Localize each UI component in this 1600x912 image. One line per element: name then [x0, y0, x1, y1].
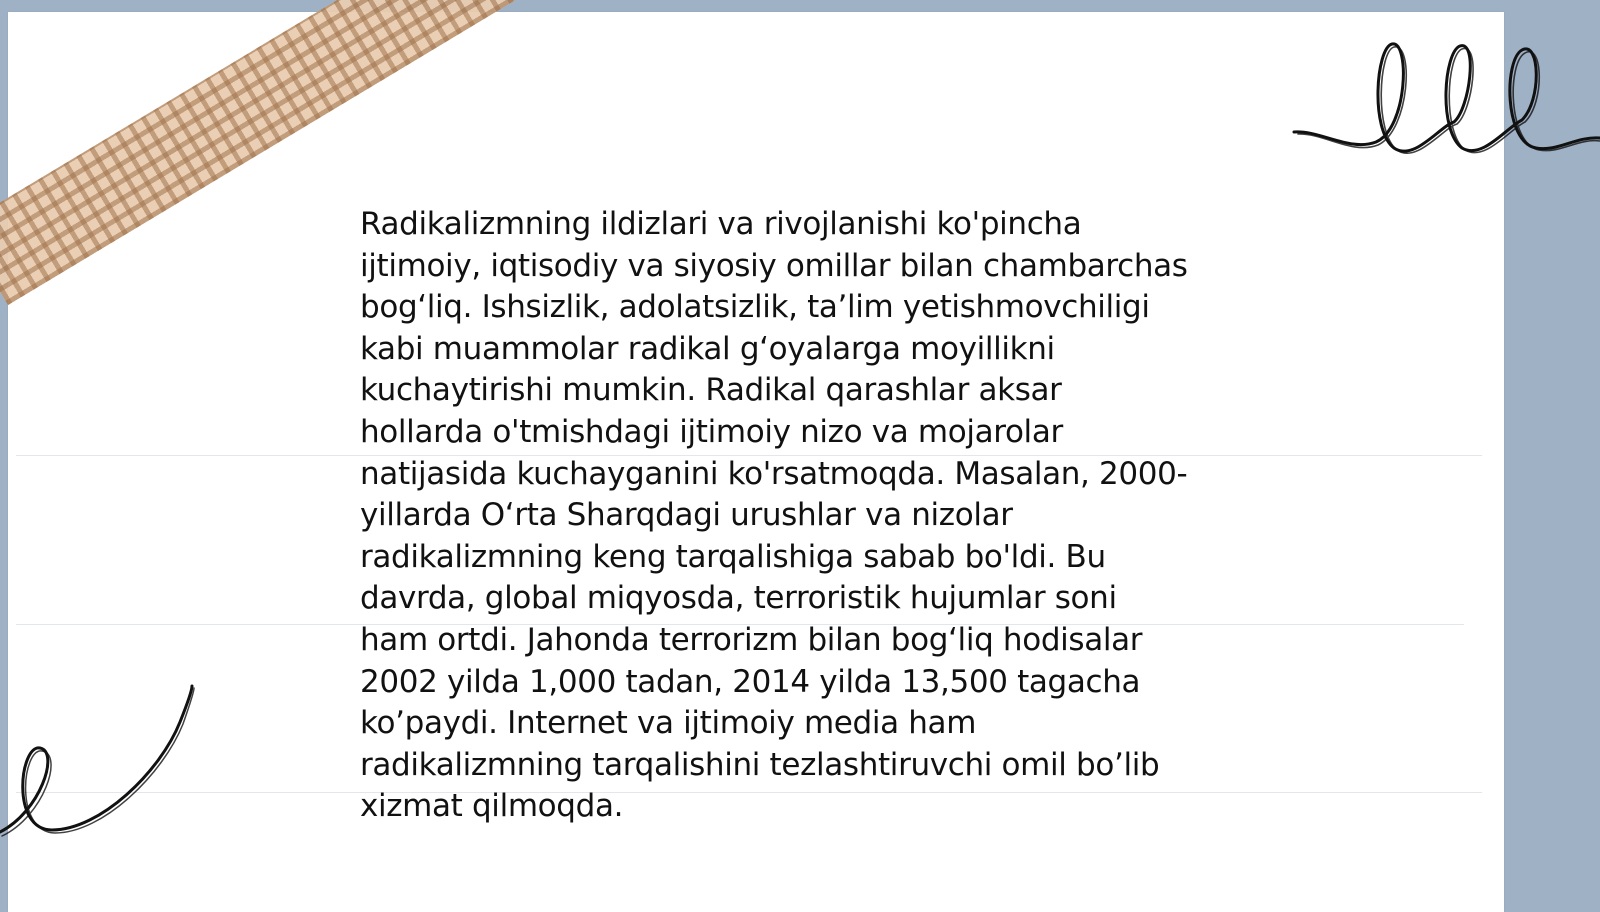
swirl-scribble-icon [0, 680, 200, 850]
body-paragraph: Radikalizmning ildizlari va rivojlanishi ko'pincha ijtimoiy, iqtisodiy va siyosiy omillar bilan chambarchas bog‘liq. Ishsizlik, adolatsizlik, ta’lim yetishmovchiligi kabi muammolar radikal g‘oyalarga moyillikni kuchaytirishi mumkin. Radikal qarashlar aksar hollarda o'tmishdagi ijtimoiy nizo va mojarolar natijasida kuchayganini ko'rsatmoqda. Masalan, 2000- yillarda O‘rta Sharqdagi urushlar va nizolar radikalizmning keng tarqalishiga sabab bo'ldi. Bu davrda, global miqyosda, terroristik hujumlar soni ham ortdi. Jahonda terrorizm bilan bog‘liq hodisalar 2002 yilda 1,000 tadan, 2014 yilda 13,500 tagacha ko’paydi. Internet va ijtimoiy media ham radikalizmning tarqalishini tezlashtiruvchi omil bo’lib xizmat qilmoqda. [360, 206, 1188, 825]
loop-scribble-icon [1290, 30, 1600, 160]
